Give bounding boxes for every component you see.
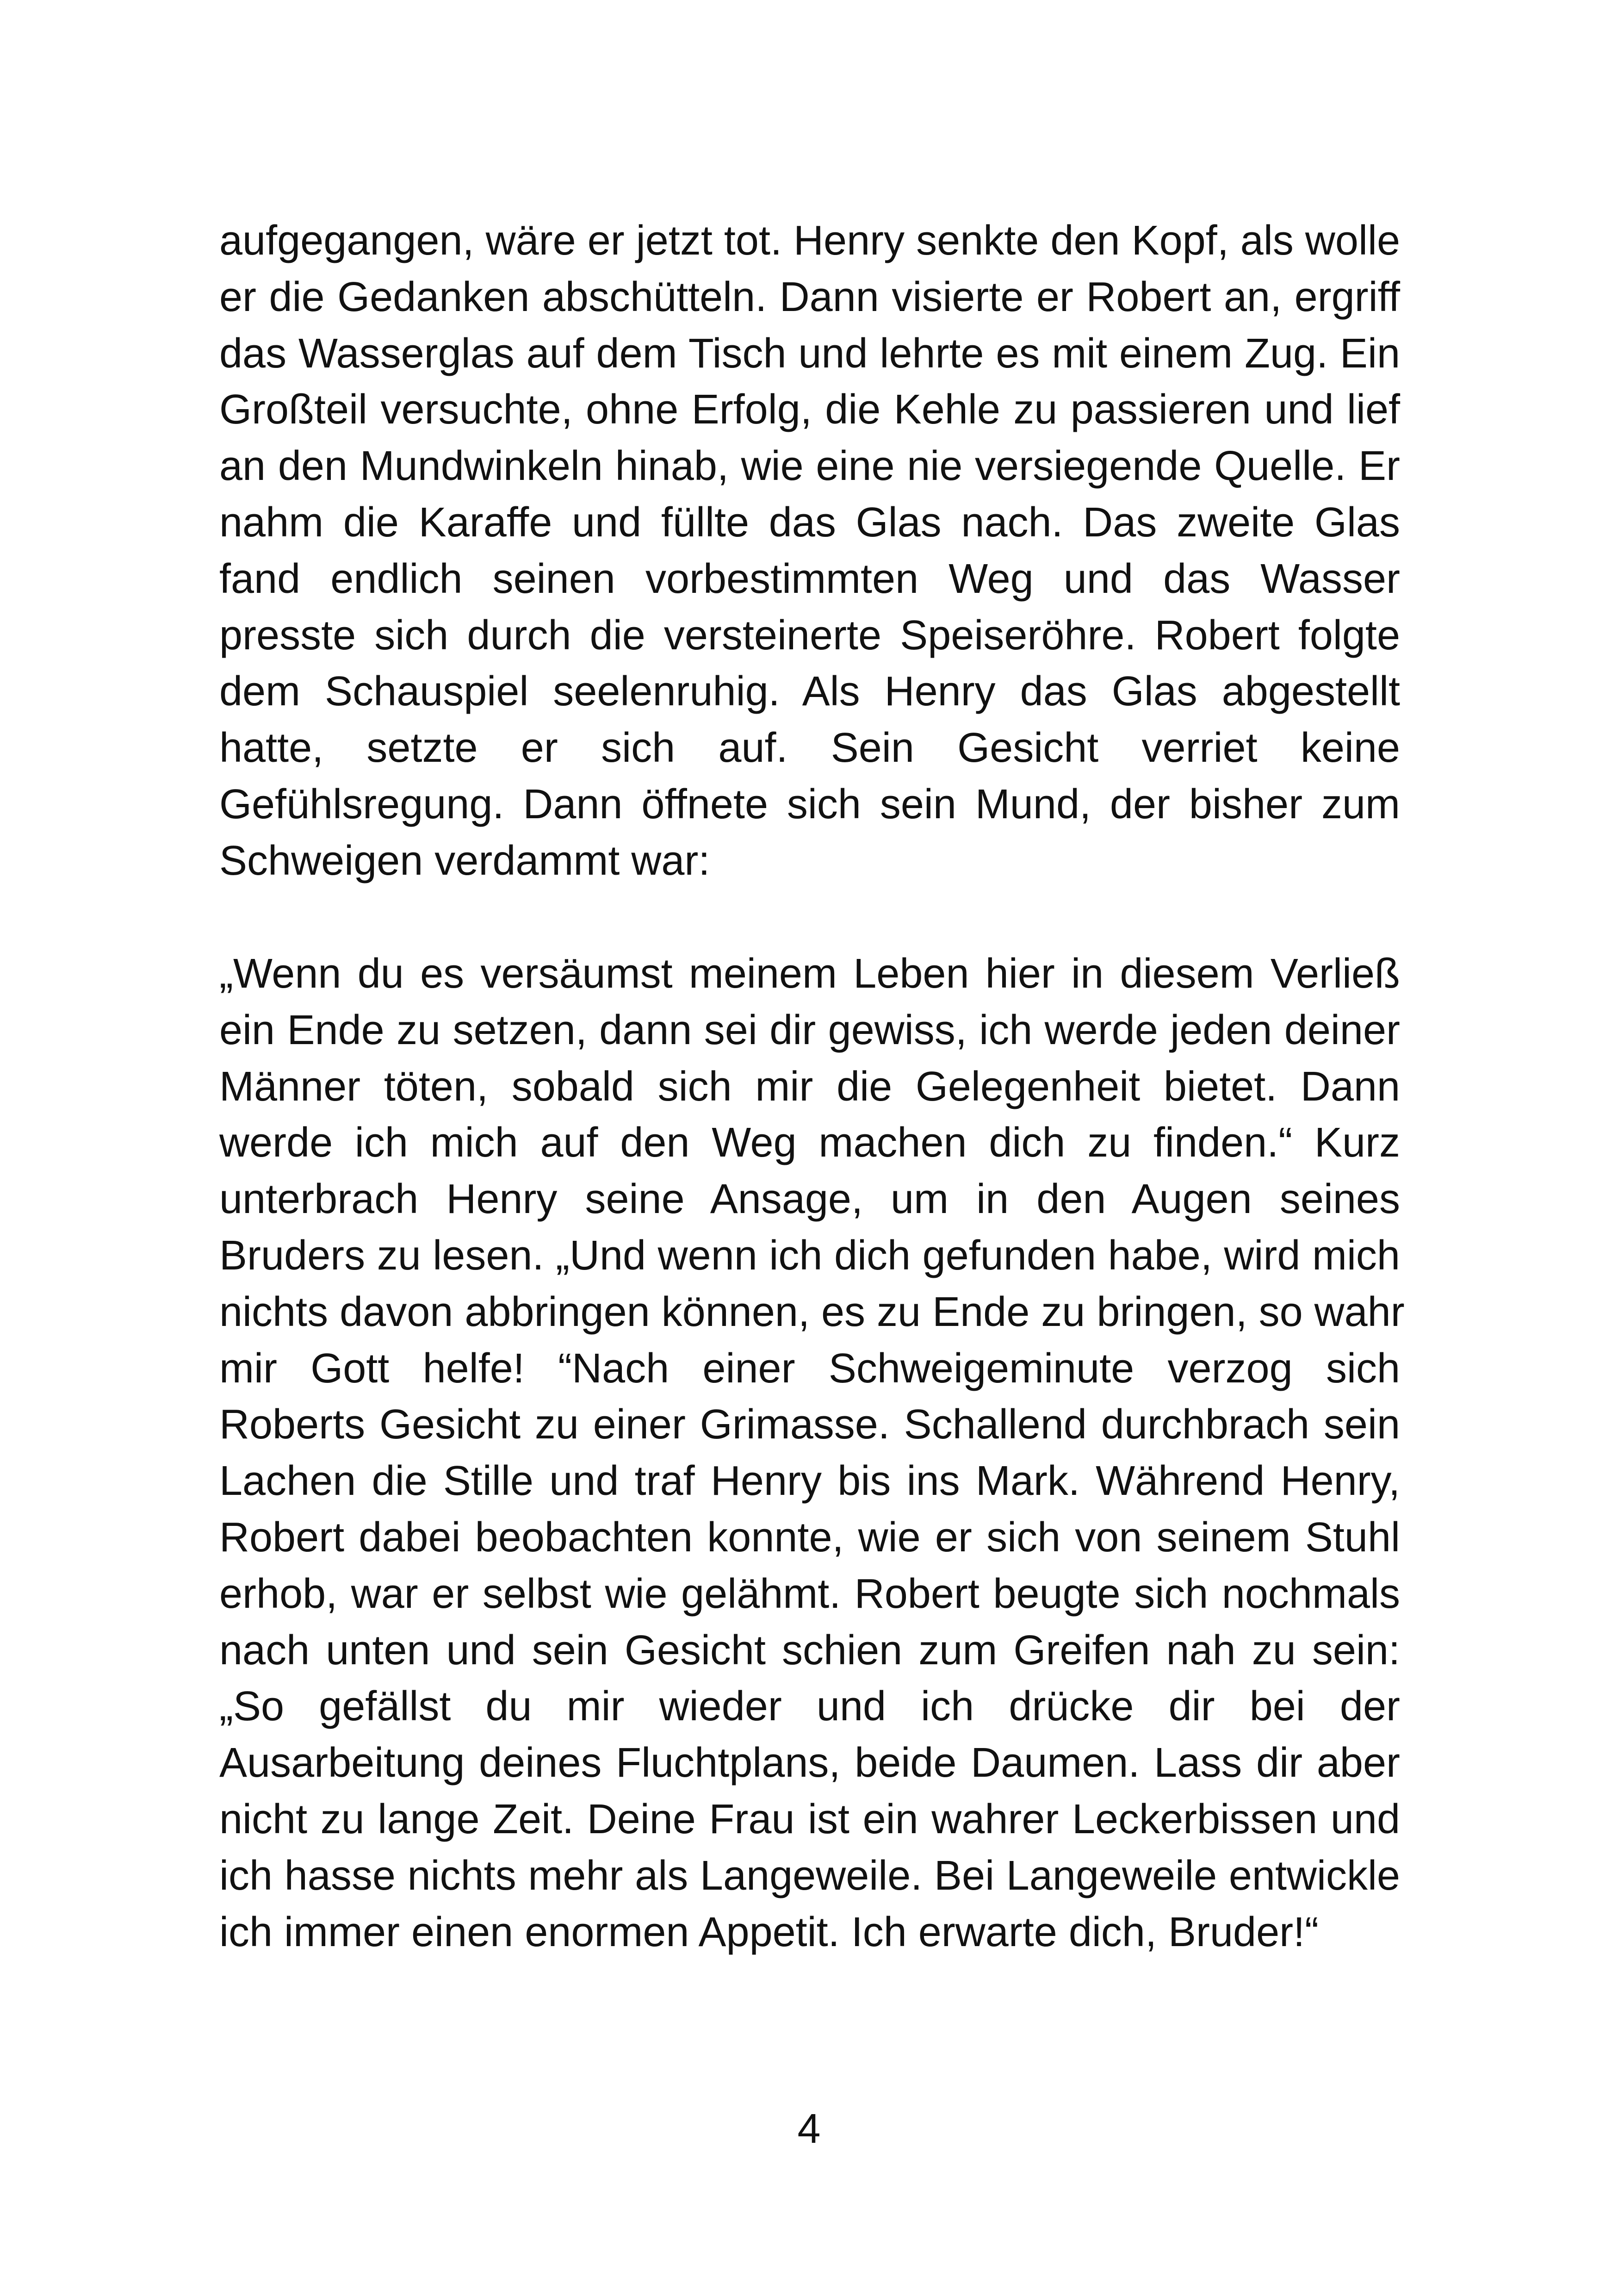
text-line: nahm die Karaffe und füllte das Glas nach. Das zweite Glas — [219, 499, 1400, 546]
text-line: „So gefällst du mir wieder und ich drücke dir bei der — [219, 1683, 1400, 1730]
text-line: Gefühlsregung. Dann öffnete sich sein Mund, der bisher zum — [219, 781, 1400, 828]
text-line: er die Gedanken abschütteln. Dann visierte er Robert an, ergriff — [219, 274, 1400, 320]
text-line: ich hasse nichts mehr als Langeweile. Bei Langeweile entwickle — [219, 1852, 1400, 1899]
text-line: Großteil versuchte, ohne Erfolg, die Kehle zu passieren und lief — [219, 386, 1400, 433]
text-line: nichts davon abbringen können, es zu Ende zu bringen, so wahr — [219, 1288, 1405, 1335]
text-line: mir Gott helfe! “Nach einer Schweigeminute verzog sich — [219, 1345, 1400, 1392]
text-line: Schweigen verdammt war: — [219, 837, 710, 884]
text-line: werde ich mich auf den Weg machen dich zu finden.“ Kurz — [219, 1120, 1400, 1166]
text-line: fand endlich seinen vorbestimmten Weg und das Wasser — [219, 555, 1400, 602]
page-number: 4 — [797, 2106, 821, 2152]
text-line: nach unten und sein Gesicht schien zum Greifen nah zu sein: — [219, 1627, 1400, 1674]
text-line: Männer töten, sobald sich mir die Gelegenheit bietet. Dann — [219, 1063, 1400, 1110]
text-line: presste sich durch die versteinerte Speiseröhre. Robert folgte — [219, 612, 1400, 659]
text-line: ich immer einen enormen Appetit. Ich erwarte dich, Bruder!“ — [219, 1909, 1319, 1955]
paragraph-2 — [219, 946, 1405, 1960]
text-line: Bruders zu lesen. „Und wenn ich dich gefunden habe, wird mich — [219, 1232, 1400, 1279]
text-line: hatte, setzte er sich auf. Sein Gesicht verriet keine — [219, 725, 1400, 772]
text-line: „Wenn du es versäumst meinem Leben hier in diesem Verließ — [219, 951, 1400, 997]
text-line: das Wasserglas auf dem Tisch und lehrte es mit einem Zug. Ein — [219, 330, 1400, 377]
text-line: unterbrach Henry seine Ansage, um in den Augen seines — [219, 1176, 1400, 1223]
text-line: an den Mundwinkeln hinab, wie eine nie versiegende Quelle. Er — [219, 443, 1400, 490]
text-line: erhob, war er selbst wie gelähmt. Robert beugte sich nochmals — [219, 1570, 1400, 1617]
text-line: Robert dabei beobachten konnte, wie er sich von seinem Stuhl — [219, 1514, 1400, 1561]
paragraph-1 — [219, 213, 1400, 890]
text-line: Roberts Gesicht zu einer Grimasse. Schallend durchbrach sein — [219, 1401, 1400, 1448]
text-line: ein Ende zu setzen, dann sei dir gewiss, ich werde jeden deiner — [219, 1007, 1400, 1053]
text-line: Ausarbeitung deines Fluchtplans, beide Daumen. Lass dir aber — [219, 1740, 1400, 1786]
text-line: nicht zu lange Zeit. Deine Frau ist ein wahrer Leckerbissen und — [219, 1796, 1400, 1842]
text-line: aufgegangen, wäre er jetzt tot. Henry senkte den Kopf, als wolle — [219, 218, 1400, 264]
text-line: Lachen die Stille und traf Henry bis ins Mark. Während Henry, — [219, 1458, 1400, 1505]
text-line: dem Schauspiel seelenruhig. Als Henry das Glas abgestellt — [219, 668, 1400, 715]
